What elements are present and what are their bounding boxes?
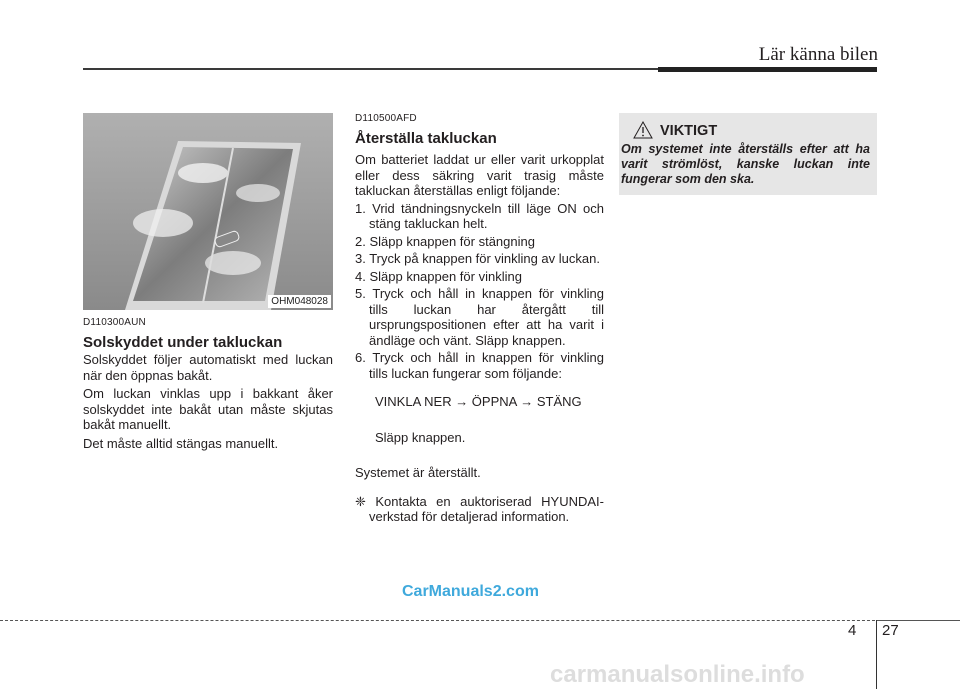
reset-confirmation: Systemet är återställt. <box>355 465 481 480</box>
section-code: D110500AFD <box>355 113 417 124</box>
step-item: 5. Tryck och håll in knappen för vinkling tills luckan har återgått till ursprungspositionen efter att ha varit i ändläge och vänt. Släpp knappen. <box>355 286 604 348</box>
left-column <box>83 315 333 451</box>
warning-text: Om systemet inte återställs efter att ha varit strömlöst, kanske luckan inte fungerar som den ska. <box>621 142 870 186</box>
step-item: 6. Tryck och håll in knappen för vinkling tills luckan fungerar som följande: <box>355 350 604 381</box>
section-heading: Solskyddet under takluckan <box>83 333 283 351</box>
warning-triangle-icon <box>633 121 653 144</box>
paragraph: Om luckan vinklas upp i bakkant åker solskyddet inte bakåt utan måste skjutas bakåt manuellt. <box>83 386 333 432</box>
chapter-number: 4 <box>848 622 857 639</box>
running-header: Lär känna bilen <box>758 44 878 65</box>
watermark-carmanuals2: CarManuals2.com <box>402 583 539 600</box>
paragraph: Solskyddet följer automatiskt med luckan när den öppnas bakåt. <box>83 352 333 383</box>
paragraph: Det måste alltid stängas manuellt. <box>83 435 279 451</box>
intro-paragraph: Om batteriet laddat ur eller varit urkopplat eller dess säkring varit trasig måste takluckan återställas enligt följande: <box>355 152 604 198</box>
step-item: 3. Tryck på knappen för vinkling av luckan. <box>355 251 600 266</box>
step-item: 4. Släpp knappen för vinkling <box>355 268 522 284</box>
middle-column <box>355 111 604 525</box>
warning-title: VIKTIGT <box>660 123 718 139</box>
step-item: 2. Släpp knappen för stängning <box>355 233 535 249</box>
page-number: 27 <box>882 622 899 639</box>
watermark-carmanualsonline: carmanualsonline.info <box>550 661 805 688</box>
page-number-divider <box>876 620 877 689</box>
release-instruction: Släpp knappen. <box>375 429 466 445</box>
footer-rule <box>0 620 880 621</box>
sequence-line: VINKLA NER → ÖPPNA → STÄNG <box>375 394 582 409</box>
header-rule-accent <box>658 67 877 72</box>
sunroof-photo <box>83 113 333 310</box>
step-item: 1. Vrid tändningsnyckeln till läge ON och stäng takluckan helt. <box>355 200 604 231</box>
section-code: D110300AUN <box>83 317 146 328</box>
photo-code-label: OHM048028 <box>268 295 331 308</box>
section-heading: Återställa takluckan <box>355 129 497 147</box>
dealer-note: ❈ Kontakta en auktoriserad HYUNDAI-verkstad för detaljerad information. <box>355 493 604 524</box>
sunroof-illustration <box>83 113 333 310</box>
footer-rule-end <box>880 620 960 621</box>
